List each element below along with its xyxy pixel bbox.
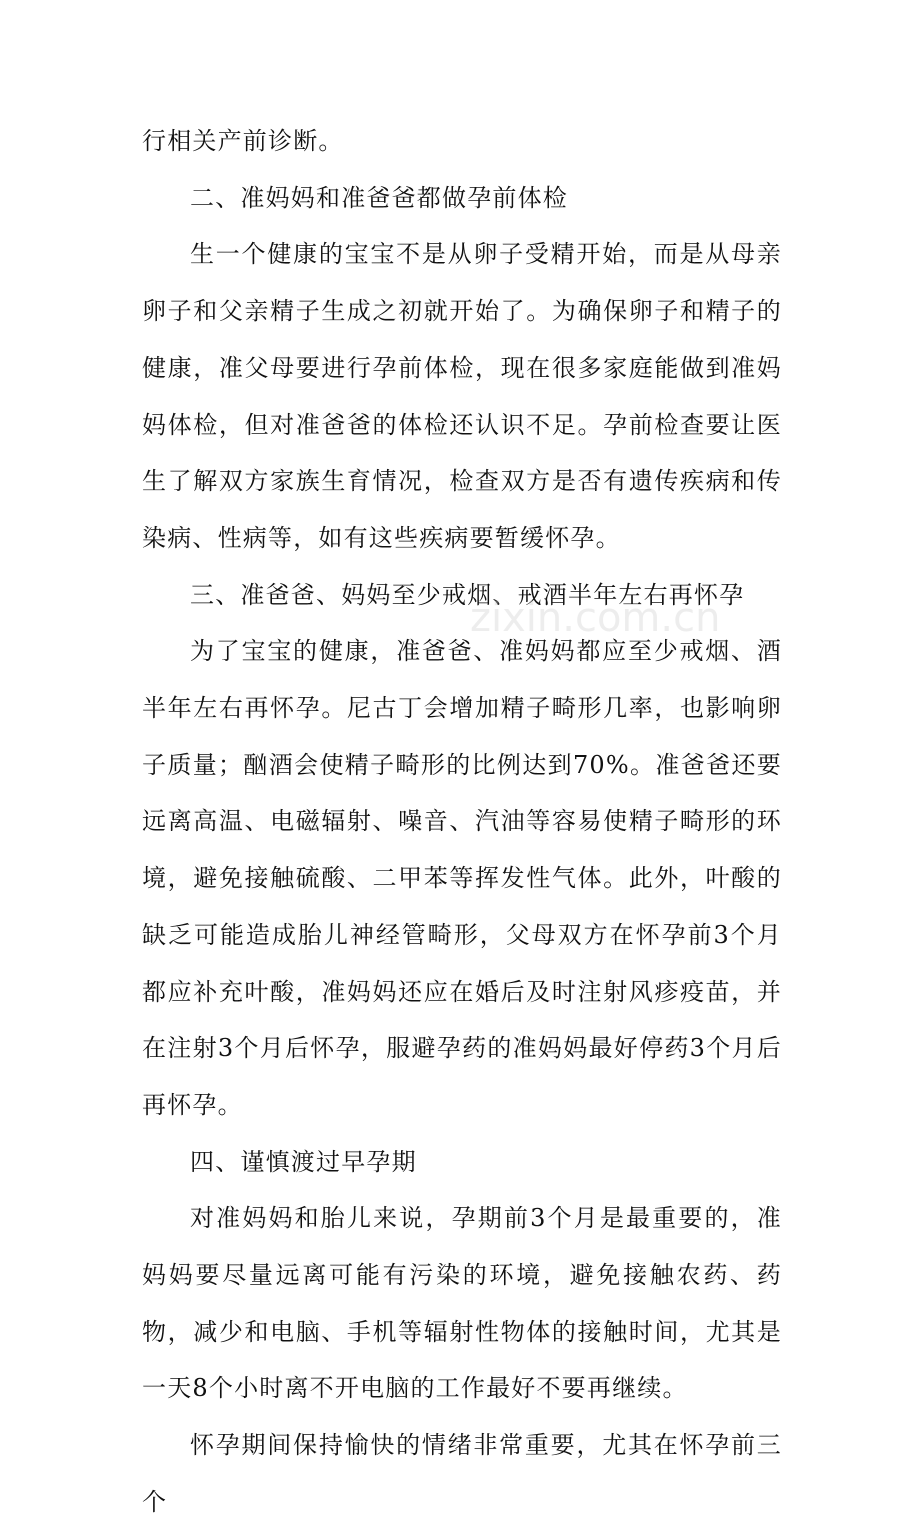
watermark-logo: zixin.com.cn xyxy=(470,595,721,641)
section-heading-3: 三、准爸爸、妈妈至少戒烟、戒酒半年左右再怀孕 xyxy=(190,580,745,609)
section-heading-4: 四、谨慎渡过早孕期 xyxy=(190,1147,417,1176)
paragraph-mood: 怀孕期间保持愉快的情绪非常重要，尤其在怀孕前三个 xyxy=(142,1431,782,1516)
paragraph-quit-smoking-drinking: 为了宝宝的健康，准爸爸、准妈妈都应至少戒烟、酒半年左右再怀孕。尼古丁会增加精子畸形几率，也影响卵子质量；酗酒会使精子畸形的比例达到70%。准爸爸还要远离高温、电磁辐射、噪音、汽油等容易使精子畸形的环境，避免接触硫酸、二甲苯等挥发性气体。此外，叶酸的缺乏可能造成胎儿神经管畸形，父母双方在怀孕前3个月都应补充叶酸，准妈妈还应在婚后及时注射风疹疫苗，并在注射3个月后怀孕，服避孕药的准妈妈最好停药3个月后再怀孕。 xyxy=(142,637,782,1119)
section-heading-2: 二、准妈妈和准爸爸都做孕前体检 xyxy=(190,183,568,212)
paragraph-continuation: 行相关产前诊断。 xyxy=(142,127,344,155)
document-body xyxy=(142,113,782,1531)
paragraph-prenatal-checkup: 生一个健康的宝宝不是从卵子受精开始，而是从母亲卵子和父亲精子生成之初就开始了。为确保卵子和精子的健康，准父母要进行孕前体检，现在很多家庭能做到准妈妈体检，但对准爸爸的体检还认识不足。孕前检查要让医生了解双方家族生育情况，检查双方是否有遗传疾病和传染病、性病等，如有这些疾病要暂缓怀孕。 xyxy=(142,240,782,552)
paragraph-early-pregnancy: 对准妈妈和胎儿来说，孕期前3个月是最重要的，准妈妈要尽量远离可能有污染的环境，避免接触农药、药物，减少和电脑、手机等辐射性物体的接触时间，尤其是一天8个小时离不开电脑的工作最好不要再继续。 xyxy=(142,1204,782,1403)
